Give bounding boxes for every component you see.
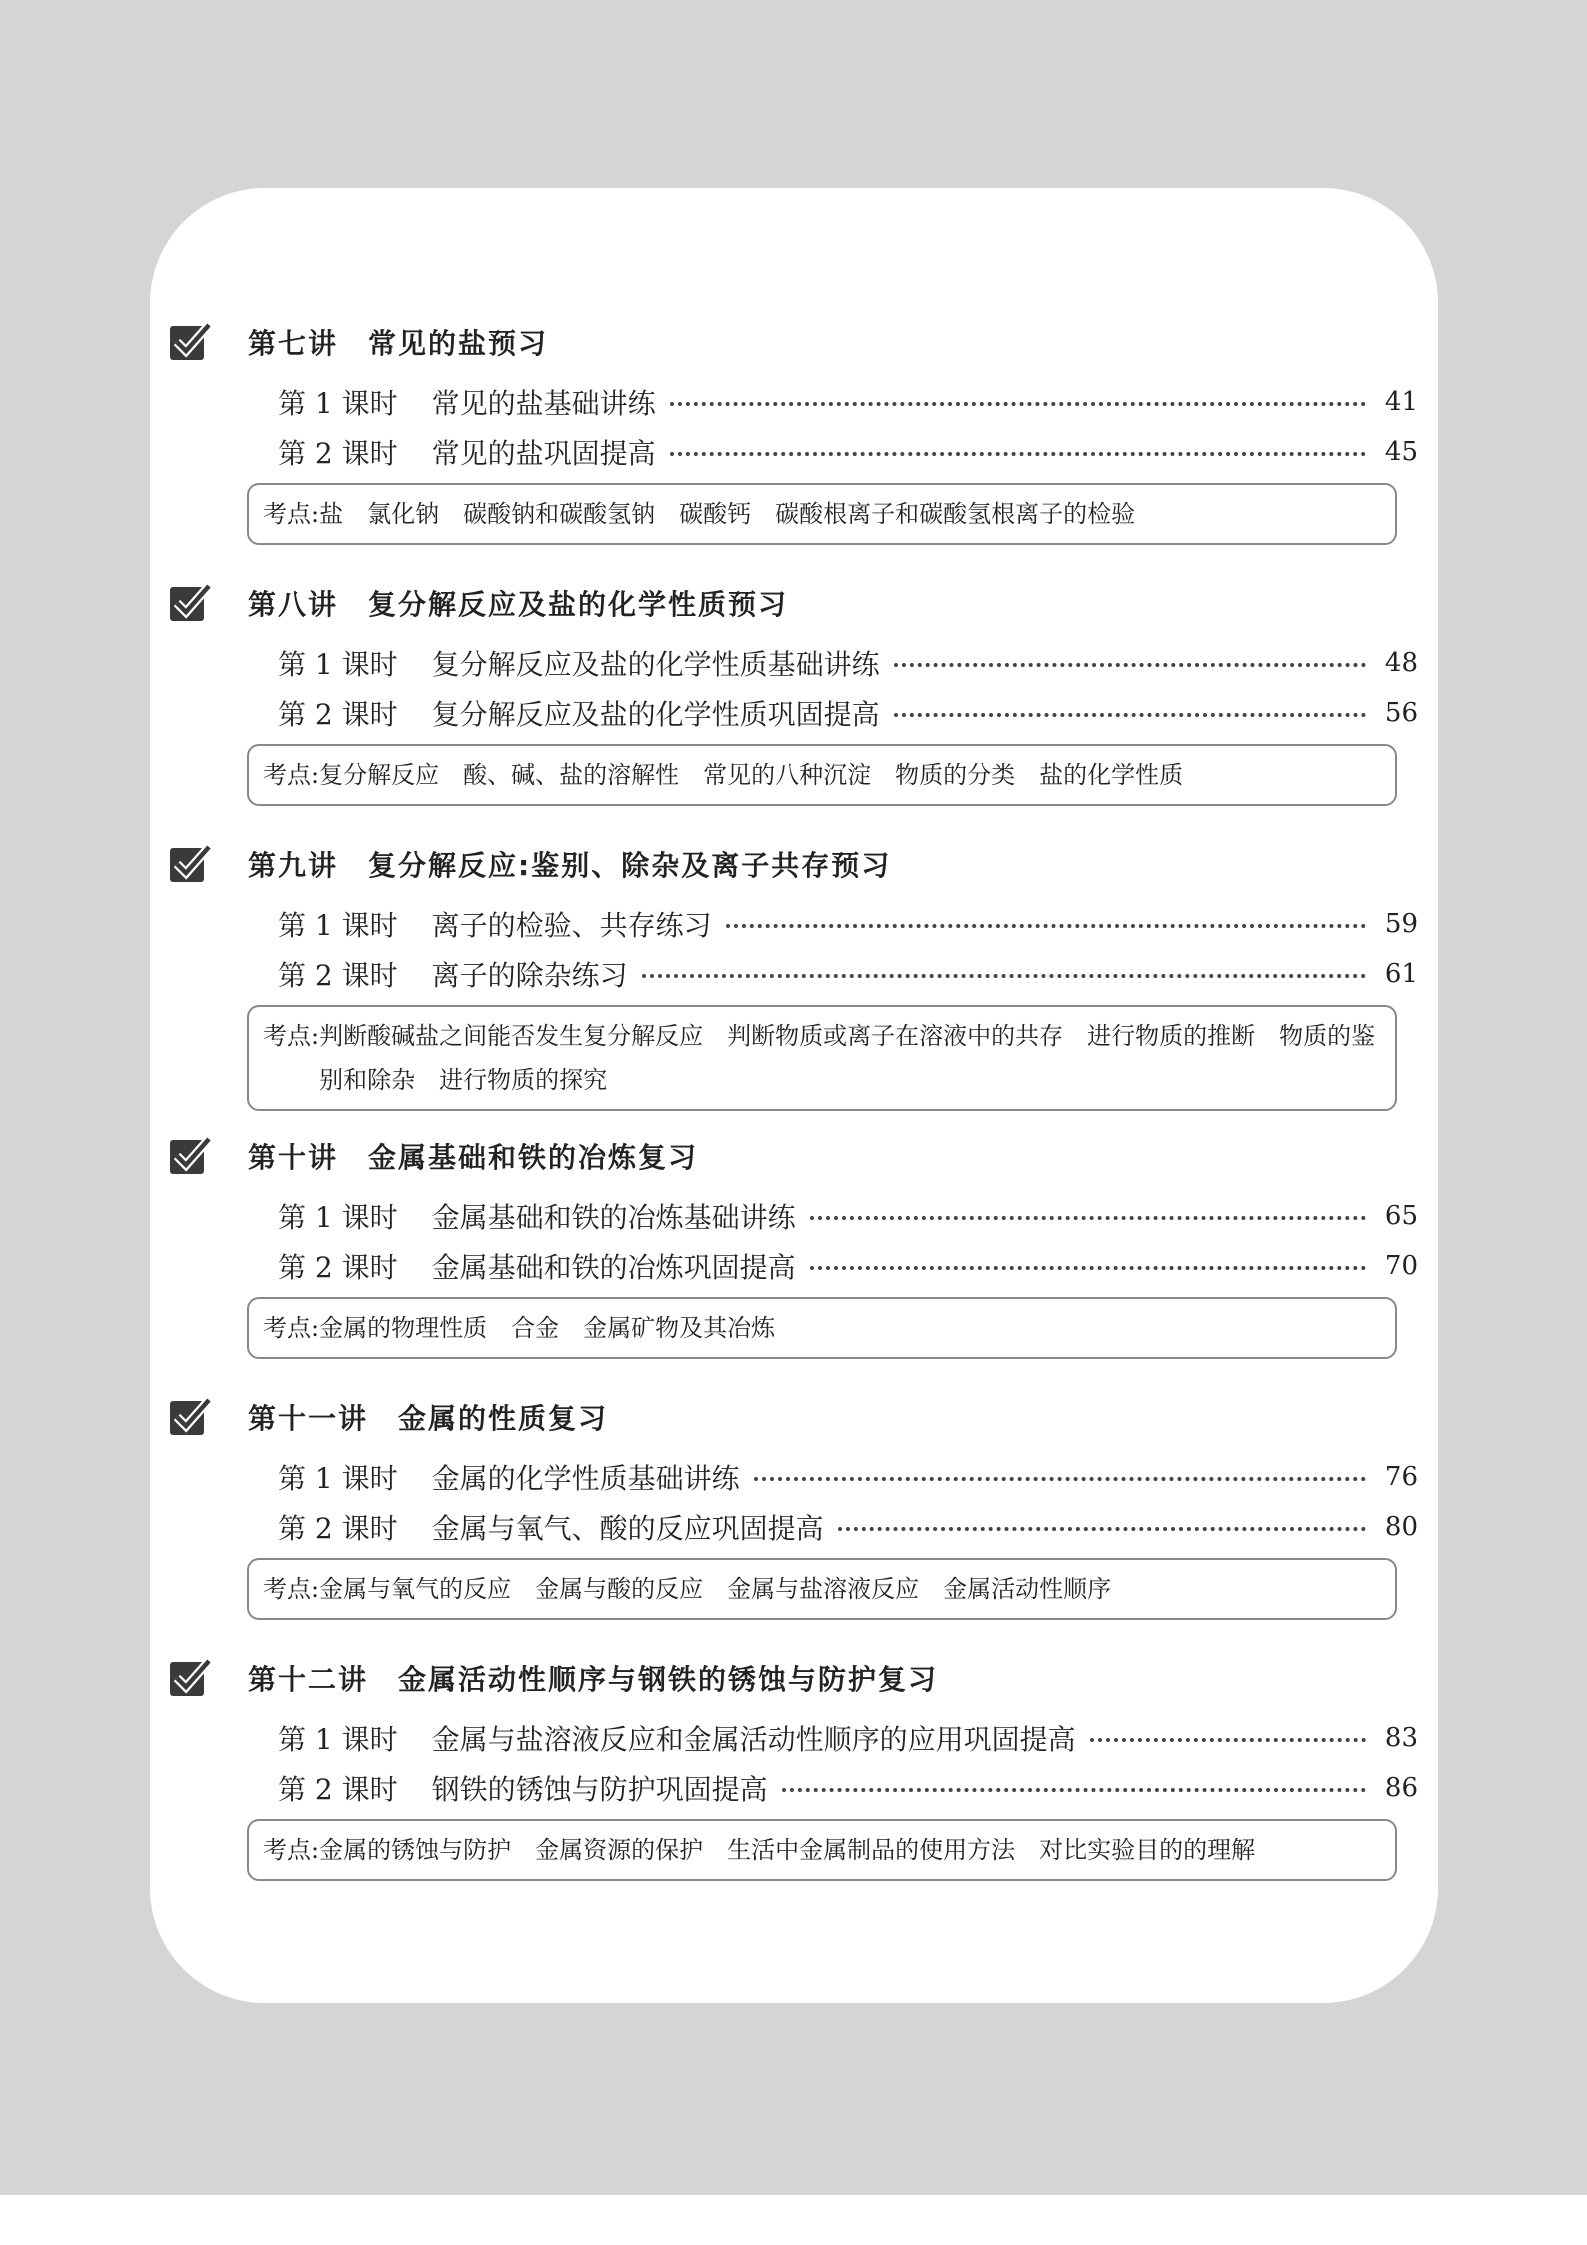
checkbox-checked-icon [168, 581, 212, 625]
lesson-title: 离子的检验、共存练习 [431, 909, 712, 942]
lecture-heading [168, 1393, 608, 1441]
lesson-entry[interactable] [278, 641, 1418, 685]
lecture-title: 第八讲 复分解反应及盐的化学性质预习 [248, 588, 789, 621]
key-points-text: 复分解反应 酸、碱、盐的溶解性 常见的八种沉淀 物质的分类 盐的化学性质 [319, 761, 1184, 789]
dot-leader [810, 1266, 1366, 1270]
page-bottom-margin [0, 2195, 1587, 2245]
lecture-section [0, 318, 1587, 568]
lesson-title: 常见的盐巩固提高 [431, 437, 656, 470]
key-points-label: 考点: [263, 1314, 320, 1342]
lesson-title: 离子的除杂练习 [431, 959, 628, 992]
page-number: 48 [1384, 648, 1418, 678]
lecture-heading [168, 1132, 698, 1180]
lecture-section [0, 1132, 1587, 1382]
key-points-box [247, 1297, 1397, 1359]
lesson-title: 金属基础和铁的冶炼巩固提高 [431, 1251, 796, 1284]
lesson-title: 钢铁的锈蚀与防护巩固提高 [431, 1773, 768, 1806]
dot-leader [754, 1477, 1366, 1481]
lesson-title: 金属与盐溶液反应和金属活动性顺序的应用巩固提高 [431, 1723, 1076, 1756]
lesson-title: 金属与氧气、酸的反应巩固提高 [431, 1512, 824, 1545]
lesson-number: 第 1 课时 [278, 1201, 398, 1234]
page-number: 45 [1384, 437, 1418, 467]
lesson-entry[interactable] [278, 1766, 1418, 1810]
lecture-heading [168, 1654, 938, 1702]
lesson-number: 第 1 课时 [278, 387, 398, 420]
key-points-text: 金属的物理性质 合金 金属矿物及其冶炼 [319, 1314, 776, 1342]
lesson-number: 第 1 课时 [278, 909, 398, 942]
dot-leader [894, 663, 1366, 667]
key-points-text: 盐 氯化钠 碳酸钠和碳酸氢钠 碳酸钙 碳酸根离子和碳酸氢根离子的检验 [319, 500, 1136, 528]
lecture-title: 第七讲 常见的盐预习 [248, 327, 549, 360]
lecture-title: 第十讲 金属基础和铁的冶炼复习 [248, 1141, 699, 1174]
key-points-text: 金属的锈蚀与防护 金属资源的保护 生活中金属制品的使用方法 对比实验目的的理解 [319, 1836, 1256, 1864]
lesson-entry[interactable] [278, 1244, 1418, 1288]
lesson-entry[interactable] [278, 1194, 1418, 1238]
dot-leader [782, 1788, 1366, 1792]
checkbox-checked-icon [168, 320, 212, 364]
lesson-entry[interactable] [278, 902, 1418, 946]
key-points-box [247, 483, 1397, 545]
lesson-title: 复分解反应及盐的化学性质巩固提高 [431, 698, 880, 731]
dot-leader [838, 1527, 1366, 1531]
key-points-text: 判断酸碱盐之间能否发生复分解反应 判断物质或离子在溶液中的共存 进行物质的推断 物质的鉴别和除杂 进行物质的探究 [319, 1022, 1376, 1094]
lecture-heading [168, 318, 548, 366]
lesson-number: 第 1 课时 [278, 1723, 398, 1756]
page-number: 86 [1384, 1773, 1418, 1803]
lesson-title: 常见的盐基础讲练 [431, 387, 656, 420]
page-number: 56 [1384, 698, 1418, 728]
key-points-label: 考点: [263, 761, 320, 789]
page-number: 80 [1384, 1512, 1418, 1542]
dot-leader [670, 452, 1366, 456]
lecture-section [0, 579, 1587, 829]
lesson-number: 第 2 课时 [278, 959, 398, 992]
lecture-heading [168, 840, 891, 888]
lesson-entry[interactable] [278, 1716, 1418, 1760]
page-number: 83 [1384, 1723, 1418, 1753]
lesson-entry[interactable] [278, 380, 1418, 424]
lesson-number: 第 2 课时 [278, 437, 398, 470]
key-points-label: 考点: [263, 500, 320, 528]
lesson-entry[interactable] [278, 1455, 1418, 1499]
lecture-section [0, 840, 1587, 1094]
page-number: 41 [1384, 387, 1418, 417]
lesson-number: 第 2 课时 [278, 1251, 398, 1284]
checkbox-checked-icon [168, 842, 212, 886]
page-number: 61 [1384, 959, 1418, 989]
checkbox-checked-icon [168, 1395, 212, 1439]
key-points-label: 考点: [263, 1575, 320, 1603]
lesson-number: 第 1 课时 [278, 1462, 398, 1495]
dot-leader [1090, 1738, 1366, 1742]
lesson-entry[interactable] [278, 691, 1418, 735]
dot-leader [810, 1216, 1366, 1220]
lesson-number: 第 1 课时 [278, 648, 398, 681]
key-points-box [247, 1005, 1397, 1111]
lesson-number: 第 2 课时 [278, 698, 398, 731]
key-points-label: 考点: [263, 1836, 320, 1864]
key-points-box [247, 1819, 1397, 1881]
key-points-label: 考点: [263, 1022, 320, 1050]
lesson-entry[interactable] [278, 1505, 1418, 1549]
lecture-title: 第九讲 复分解反应:鉴别、除杂及离子共存预习 [248, 849, 892, 882]
lecture-section [0, 1393, 1587, 1643]
lesson-entry[interactable] [278, 952, 1418, 996]
lesson-entry[interactable] [278, 430, 1418, 474]
page-number: 70 [1384, 1251, 1418, 1281]
dot-leader [894, 713, 1366, 717]
lesson-number: 第 2 课时 [278, 1512, 398, 1545]
lesson-number: 第 2 课时 [278, 1773, 398, 1806]
key-points-text: 金属与氧气的反应 金属与酸的反应 金属与盐溶液反应 金属活动性顺序 [319, 1575, 1112, 1603]
page-number: 65 [1384, 1201, 1418, 1231]
page-number: 59 [1384, 909, 1418, 939]
lesson-title: 复分解反应及盐的化学性质基础讲练 [431, 648, 880, 681]
checkbox-checked-icon [168, 1656, 212, 1700]
lesson-title: 金属基础和铁的冶炼基础讲练 [431, 1201, 796, 1234]
key-points-box [247, 1558, 1397, 1620]
lecture-section [0, 1654, 1587, 1904]
page-number: 76 [1384, 1462, 1418, 1492]
dot-leader [642, 974, 1366, 978]
lecture-heading [168, 579, 788, 627]
dot-leader [726, 924, 1366, 928]
key-points-box [247, 744, 1397, 806]
checkbox-checked-icon [168, 1134, 212, 1178]
lesson-title: 金属的化学性质基础讲练 [431, 1462, 740, 1495]
lecture-title: 第十一讲 金属的性质复习 [248, 1402, 609, 1435]
dot-leader [670, 402, 1366, 406]
lecture-title: 第十二讲 金属活动性顺序与钢铁的锈蚀与防护复习 [248, 1663, 939, 1696]
